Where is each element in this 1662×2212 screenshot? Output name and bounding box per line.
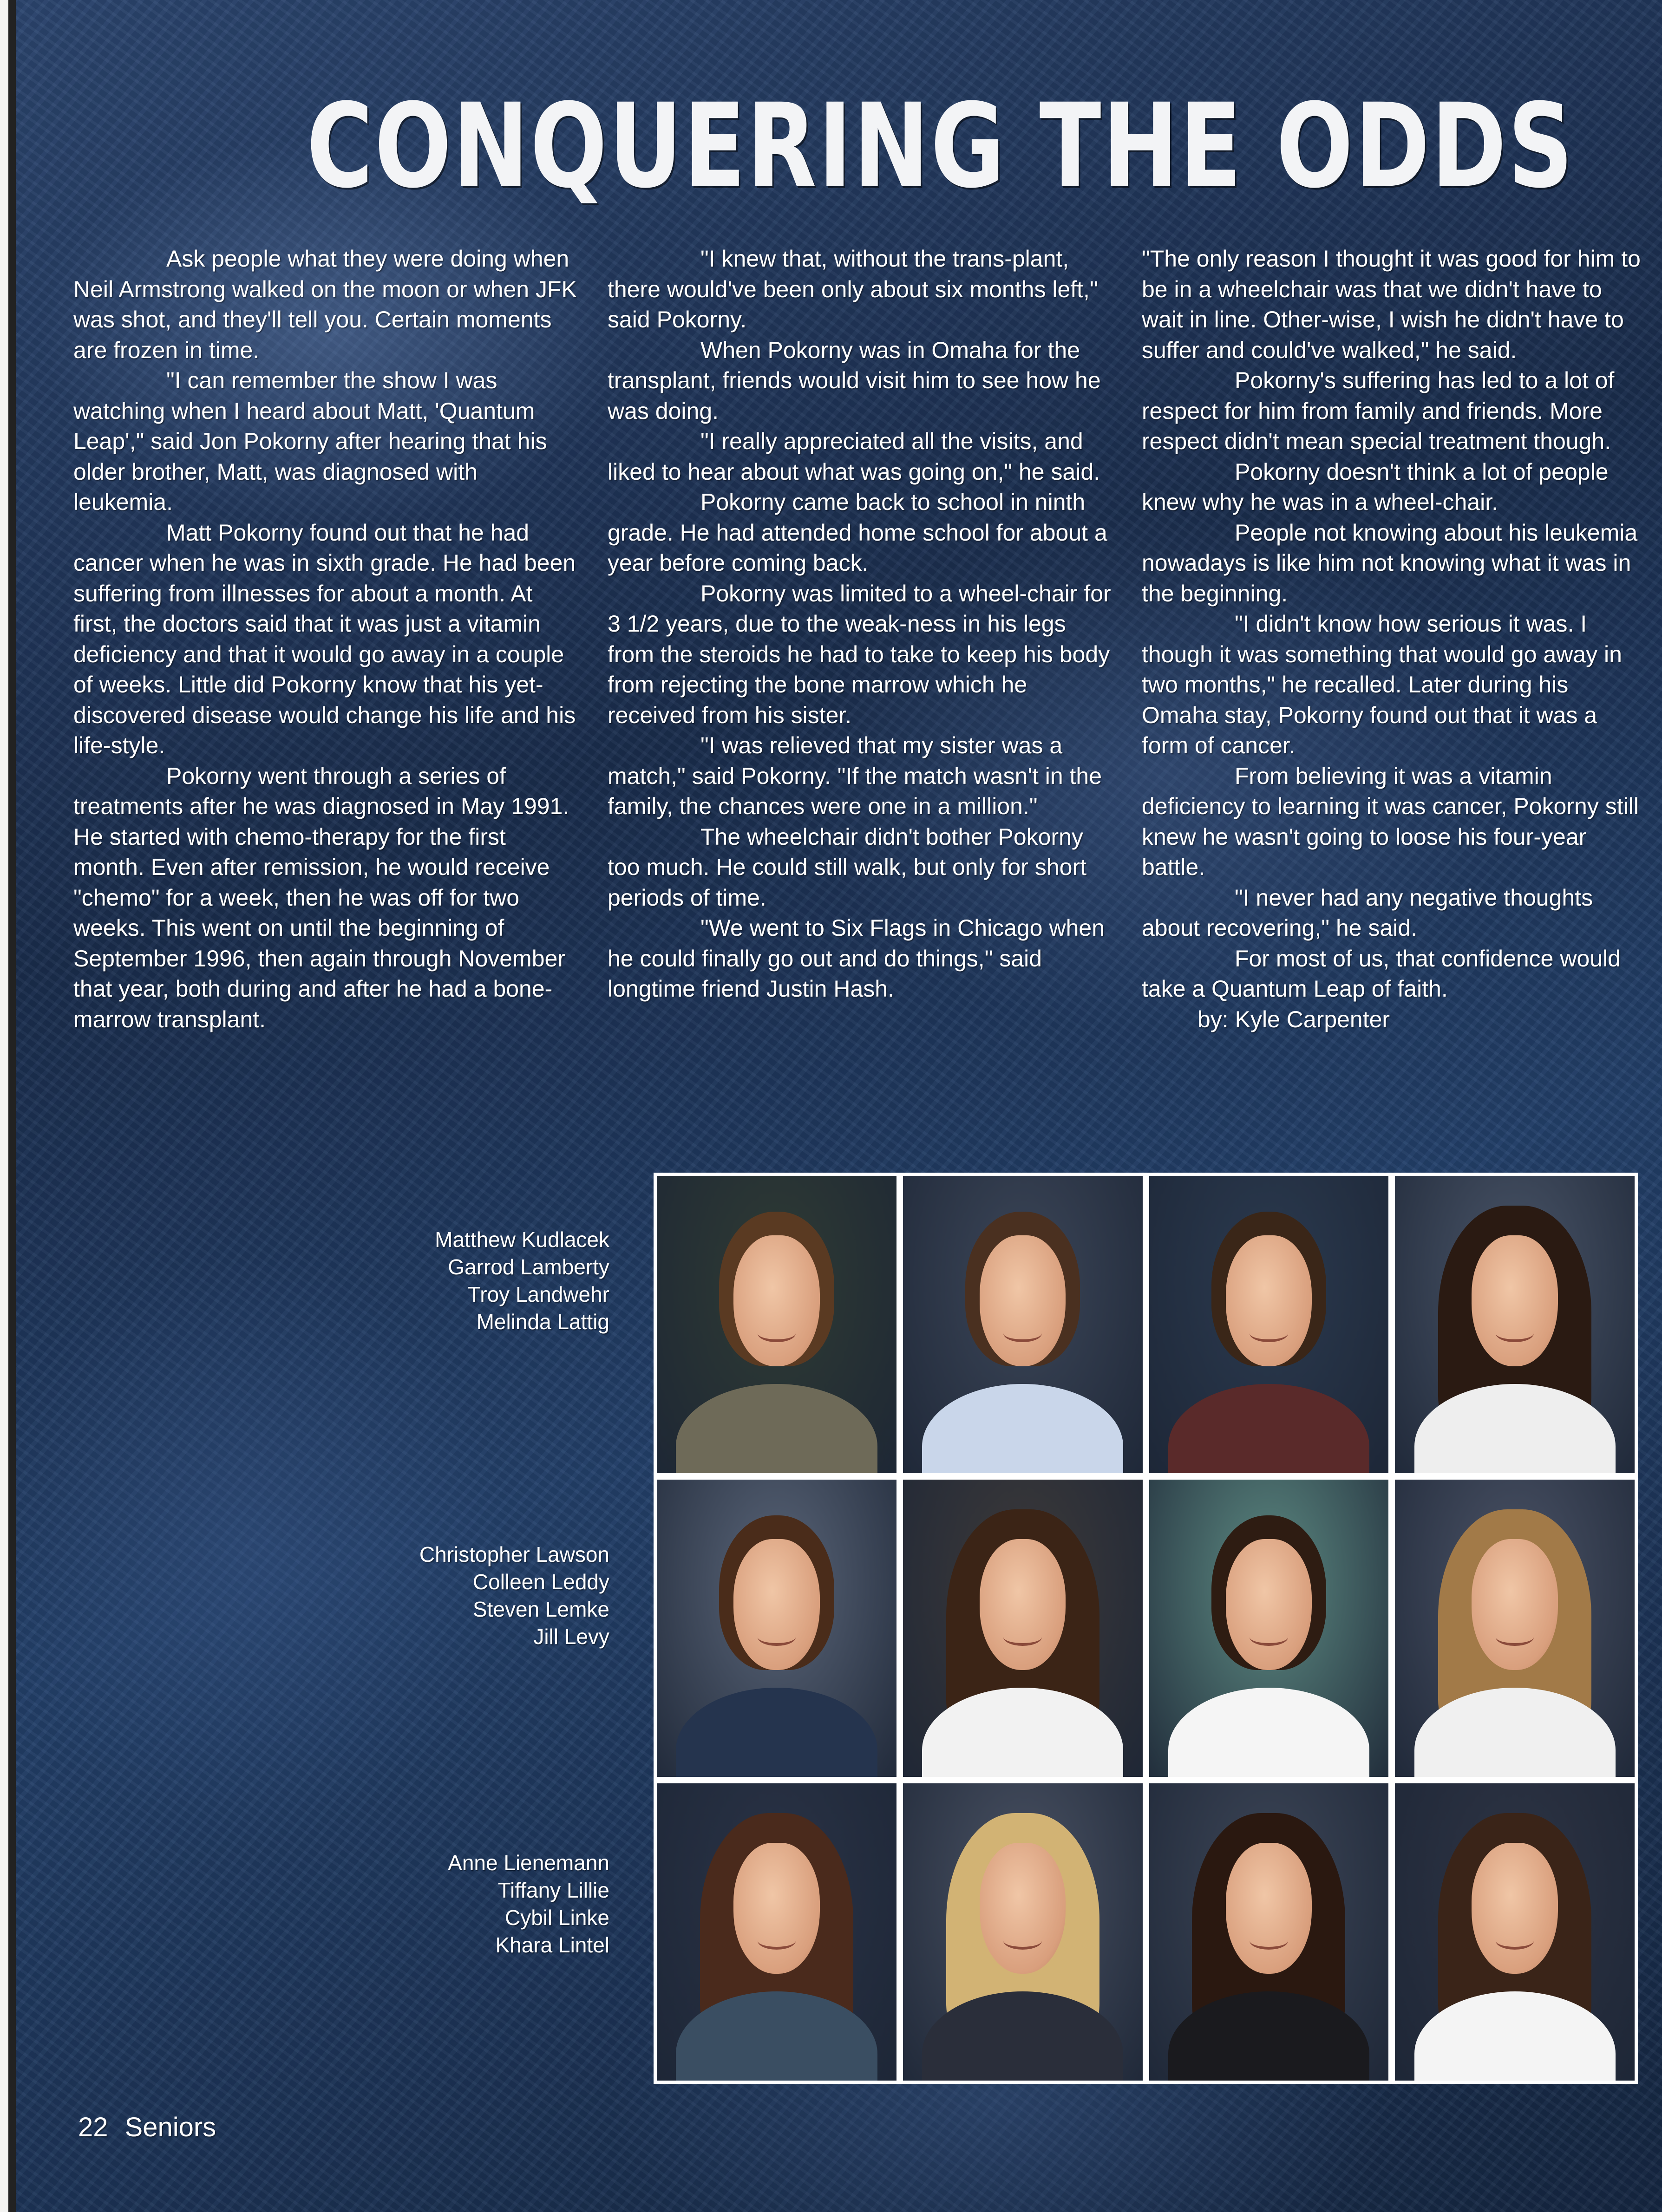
portrait-body [1168, 1688, 1369, 1777]
paragraph: "I can remember the show I was watching when I heard about Matt, 'Quantum Leap'," said Jon Pokorny after hearing that his older brother, Matt, was diagnosed with leukemia. [73, 367, 547, 515]
senior-portrait [657, 1783, 896, 2081]
senior-portrait [657, 1480, 896, 1777]
paragraph: When Pokorny was in Omaha for the transplant, friends would visit him to see how he was doing. [608, 337, 1101, 424]
portrait-face [1226, 1539, 1312, 1670]
portrait-face [1226, 1843, 1312, 1974]
portrait-face [1472, 1235, 1558, 1366]
article-column-2 [608, 244, 1112, 1005]
student-name: Tiffany Lillie [497, 1878, 609, 1902]
portrait-body [1168, 1384, 1369, 1473]
portrait-body [922, 1384, 1123, 1473]
student-name: Khara Lintel [495, 1933, 609, 1957]
portrait-body [676, 1384, 877, 1473]
portrait-face [980, 1539, 1066, 1670]
paragraph: "I really appreciated all the visits, and liked to hear about what was going on," he said. [608, 428, 1100, 485]
portrait-smile [1003, 1628, 1042, 1646]
student-name: Christopher Lawson [419, 1542, 609, 1566]
photo-caption-row-1 [325, 1226, 609, 1336]
paragraph: Ask people what they were doing when Neil Armstrong walked on the moon or when JFK was shot, and they'll tell you. Certain moments are frozen in time. [73, 246, 577, 363]
student-name: Jill Levy [533, 1625, 609, 1649]
paragraph: "I didn't know how serious it was. I though it was something that would go away in two months," he recalled. Later during his Omaha stay, Pokorny found out that it was a form of cancer. [1142, 611, 1622, 758]
senior-portrait [1149, 1176, 1389, 1473]
portrait-face [733, 1539, 820, 1670]
portrait-smile [1496, 1325, 1534, 1342]
portrait-smile [1003, 1932, 1042, 1950]
student-name: Garrod Lamberty [448, 1255, 609, 1279]
binding-edge [0, 0, 16, 2212]
paragraph: The wheelchair didn't bother Pokorny too much. He could still walk, but only for short periods of time. [608, 823, 1087, 911]
article-column-1 [73, 244, 577, 1035]
senior-portrait [1395, 1480, 1635, 1777]
portrait-smile [1250, 1932, 1288, 1950]
portrait-face [1226, 1235, 1312, 1366]
paragraph: Pokorny was limited to a wheel-chair for 3 1/2 years, due to the weak-ness in his legs from the steroids he had to take to keep his body from rejecting the bone marrow which he received from his sister. [608, 580, 1111, 728]
paragraph: "The only reason I thought it was good for him to be in a wheelchair was that we didn't have to wait in line. Other-wise, I wish he didn't have to suffer and could've walked," he said. [1142, 246, 1641, 363]
paragraph: "We went to Six Flags in Chicago when he could finally go out and do things," said longtime friend Justin Hash. [608, 915, 1105, 1002]
paragraph: For most of us, that confidence would take a Quantum Leap of faith. [1142, 945, 1621, 1002]
byline: by: Kyle Carpenter [1197, 1006, 1390, 1032]
senior-portrait [1395, 1783, 1635, 2081]
paragraph: Pokorny came back to school in ninth grade. He had attended home school for about a year before coming back. [608, 489, 1107, 576]
student-name: Troy Landwehr [467, 1282, 609, 1306]
page-title: CONQUERING THE ODDS [307, 78, 1575, 214]
paragraph: Pokorny's suffering has led to a lot of respect for him from family and friends. More respect didn't mean special treatment though. [1142, 367, 1615, 454]
portrait-face [1472, 1539, 1558, 1670]
photo-caption-row-2 [325, 1541, 609, 1651]
senior-portrait [1149, 1783, 1389, 2081]
photo-caption-row-3 [325, 1849, 609, 1959]
portrait-face [733, 1843, 820, 1974]
portrait-smile [1250, 1628, 1288, 1646]
section-label: Seniors [124, 2112, 216, 2142]
paragraph: "I never had any negative thoughts about recovering," he said. [1142, 884, 1593, 941]
portrait-face [1472, 1843, 1558, 1974]
senior-portrait [903, 1480, 1143, 1777]
portrait-smile [758, 1932, 796, 1950]
student-name: Colleen Leddy [472, 1570, 609, 1594]
senior-portrait [657, 1176, 896, 1473]
student-name: Steven Lemke [472, 1597, 609, 1621]
portrait-smile [758, 1325, 796, 1342]
senior-portrait [903, 1176, 1143, 1473]
paragraph: From believing it was a vitamin deficiency to learning it was cancer, Pokorny still knew he wasn't going to loose his four-year battle. [1142, 763, 1639, 880]
paragraph: Matt Pokorny found out that he had cancer when he was in sixth grade. He had been suffering from illnesses for about a month. At first, the doctors said that it was just a vitamin deficiency and that it would go away in a couple of weeks. Little did Pokorny know that his yet-discovered disease would change his life and his life-style. [73, 519, 576, 758]
portrait-smile [1250, 1325, 1288, 1342]
portrait-smile [1496, 1932, 1534, 1950]
paragraph: Pokorny went through a series of treatments after he was diagnosed in May 1991. He started with chemo-therapy for the first month. Even after remission, he would receive "chemo" for a week, then he was off for two weeks. This went on until the beginning of September 1996, then again through November that year, both during and after he had a bone-marrow transplant. [73, 763, 569, 1032]
student-name: Matthew Kudlacek [435, 1227, 609, 1252]
portrait-face [980, 1235, 1066, 1366]
senior-portrait [1395, 1176, 1635, 1473]
article-column-3 [1142, 244, 1643, 1035]
portrait-smile [1003, 1325, 1042, 1342]
student-name: Cybil Linke [505, 1905, 609, 1930]
portrait-face [733, 1235, 820, 1366]
senior-portrait [1149, 1480, 1389, 1777]
senior-portrait-grid [654, 1173, 1638, 2084]
senior-portrait [903, 1783, 1143, 2081]
portrait-body [676, 1688, 877, 1777]
paragraph: "I knew that, without the trans-plant, there would've been only about six months left," said Pokorny. [608, 246, 1098, 333]
paragraph: People not knowing about his leukemia nowadays is like him not knowing what it was in the beginning. [1142, 519, 1638, 607]
portrait-smile [1496, 1628, 1534, 1646]
portrait-face [980, 1843, 1066, 1974]
paragraph: "I was relieved that my sister was a match," said Pokorny. "If the match wasn't in the family, the chances were one in a million." [608, 732, 1102, 819]
student-name: Melinda Lattig [476, 1310, 609, 1334]
page-number: 22 [78, 2112, 108, 2142]
student-name: Anne Lienemann [448, 1851, 609, 1875]
page-footer [78, 2111, 233, 2144]
portrait-smile [758, 1628, 796, 1646]
paragraph: Pokorny doesn't think a lot of people knew why he was in a wheel-chair. [1142, 458, 1609, 515]
